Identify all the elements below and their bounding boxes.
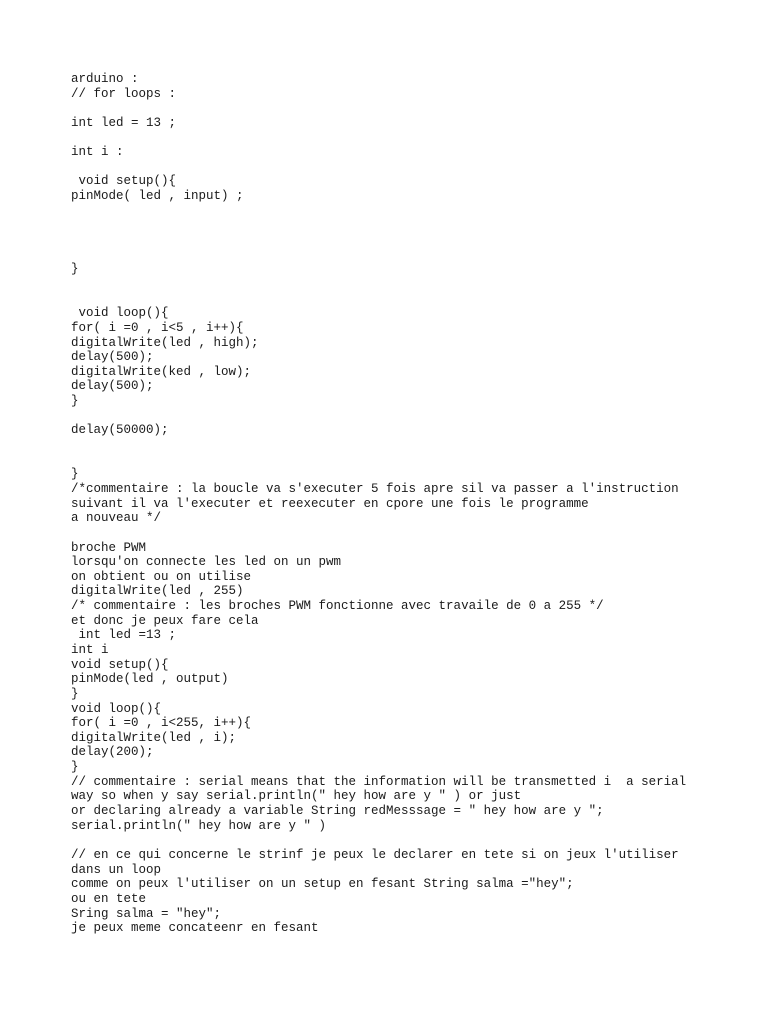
document-line: // commentaire : serial means that the information will be transmetted i a serial [71, 774, 687, 789]
document-line: delay(50000); [71, 423, 169, 438]
document-line [71, 292, 751, 307]
document-line: } [71, 686, 79, 701]
document-line: je peux meme concateenr en fesant [71, 921, 319, 936]
document-line: arduino : [71, 72, 139, 86]
document-line: on obtient ou on utilise [71, 569, 252, 584]
document-line: lorsqu'on connecte les led on un pwm [71, 555, 342, 570]
document-line: /*commentaire : la boucle va s'executer 5 fois apre sil va passer a l'instruction [71, 481, 679, 496]
document-line: or declaring already a variable String redMesssage = " hey how are y "; [71, 804, 604, 819]
document-line: pinMode( led , input) ; [71, 189, 244, 204]
document-line: et donc je peux fare cela [71, 613, 259, 628]
document-line: // for loops : [71, 86, 177, 101]
document-line: int i : [71, 145, 124, 160]
document-line [71, 526, 751, 541]
document-line: void setup(){ [71, 174, 177, 189]
document-line: digitalWrite(led , high); [71, 335, 259, 350]
document-line: } [71, 262, 79, 277]
document-line: pinMode(led , output) [71, 672, 229, 687]
document-line: delay(500); [71, 350, 154, 365]
document-line: Sring salma = "hey"; [71, 906, 222, 921]
document-line: } [71, 394, 79, 409]
document-line: comme on peux l'utiliser on un setup en fesant String salma ="hey"; [71, 877, 574, 892]
document-line [71, 204, 751, 219]
document-line: /* commentaire : les broches PWM fonctionne avec travaile de 0 a 255 */ [71, 599, 604, 614]
document-line: dans un loop [71, 862, 162, 877]
document-line [71, 218, 751, 233]
document-line: int i [71, 642, 109, 657]
document-line: digitalWrite(led , i); [71, 730, 237, 745]
document-line: broche PWM [71, 540, 147, 555]
document-line: for( i =0 , i<255, i++){ [71, 716, 252, 731]
document-line [71, 101, 751, 116]
document-line: void loop(){ [71, 306, 169, 321]
document-line: void loop(){ [71, 701, 162, 716]
document-line: // en ce qui concerne le strinf je peux le declarer en tete si on jeux l'utiliser [71, 847, 679, 862]
document-line: delay(200); [71, 745, 154, 760]
document-line [71, 131, 751, 146]
document-line: } [71, 760, 79, 775]
document-line [71, 160, 751, 175]
document-line: a nouveau */ [71, 511, 162, 526]
document-line: int led =13 ; [71, 628, 177, 643]
document-line: for( i =0 , i<5 , i++){ [71, 320, 244, 335]
document-line [71, 833, 751, 848]
document-line: ou en tete [71, 891, 147, 906]
document-line: delay(500); [71, 379, 154, 394]
document-line [71, 233, 751, 248]
document-line: digitalWrite(led , 255) [71, 584, 244, 599]
document-line [71, 277, 751, 292]
document-line: } [71, 467, 79, 482]
document-line [71, 248, 751, 263]
document-line: serial.println(" hey how are y " ) [71, 818, 327, 833]
document-line: digitalWrite(ked , low); [71, 364, 252, 379]
document-line [71, 438, 751, 453]
document-line [71, 409, 751, 424]
document-line [71, 453, 751, 468]
document-line: suivant il va l'executer et reexecuter en cpore une fois le programme [71, 496, 589, 511]
document-text-block [71, 72, 751, 936]
document-line: int led = 13 ; [71, 115, 177, 130]
document-line: way so when y say serial.println(" hey how are y " ) or just [71, 789, 522, 804]
document-line: void setup(){ [71, 657, 169, 672]
